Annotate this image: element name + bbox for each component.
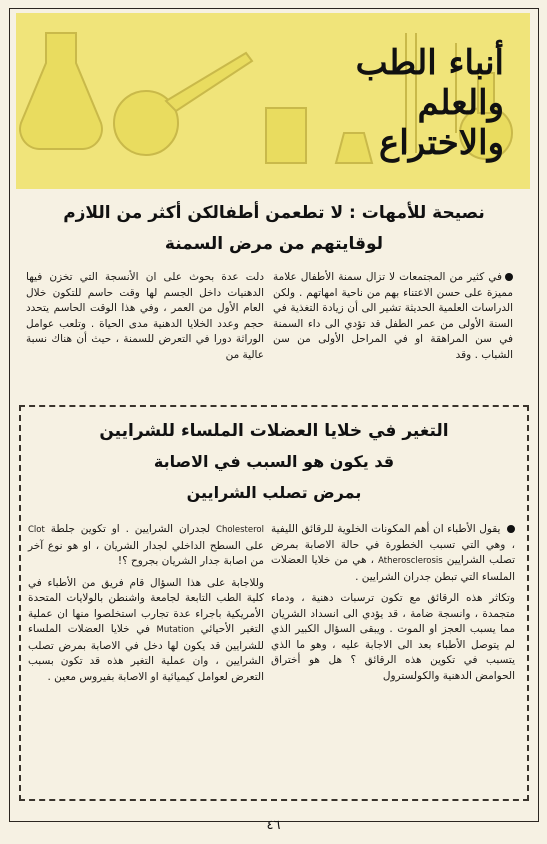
article1-subheadline: لوقايتهم من مرض السمنة (164, 234, 384, 254)
article2-left-p1b: على السطح الداخلي لجدار الشريان ، او هو نوع آخر من اصابة جدار الشريان بجروح ؟! (28, 539, 264, 567)
article1-headline: نصيحة للأمهات : لا تطعمن أطفالكن أكثر من اللازم (63, 203, 485, 223)
article2-subheadline-1: قد يكون هو السبب في الاصابة (153, 452, 395, 471)
article1-column-right (273, 270, 513, 369)
section-title (144, 43, 504, 163)
page-number: ٤٦ (266, 818, 281, 833)
bullet-dot-icon (507, 525, 515, 533)
section-title-line2: والعلم (417, 83, 504, 123)
article2-right-p2: وتكاثر هذه الرقائق مع تكون ترسبات دهنية ، ودماء متجمدة ، وانسجة ضامة ، قد يؤدي الى انسداد الشريان مما يسبب العجز او الموت . ويبقى السؤال الكبير الذي لم يتوصل الأطباء بعد الى الاجابة عليه ، وهو ما الذي يتسبب في تكوين هذه الرقائق ؟ هل هو أختراق الحوامض الدهنية والكولسترول (271, 592, 515, 682)
article2-right-p1b: ، هي من خلايا العضلات الملساء التي تبطن جدران الشرايين . (271, 554, 515, 583)
section-title-line1: أنباء الطب (355, 43, 504, 83)
article2-left-p2a: وللاجابة على هذا السؤال قام فريق من الأطباء في كلية الطب التابعة لجامعة واشنطن بالولايات المتحدة الأمريكية باجراء عدة تجارب استخلصوا منها ان عملية التغير الأحيائي (28, 576, 264, 635)
article2-headline: التغير في خلايا العضلات الملساء للشرايين (99, 421, 449, 441)
article2-column-right (271, 522, 515, 690)
bullet-dot-icon (505, 273, 513, 281)
article1-column-left (26, 270, 264, 369)
flask-icon (20, 33, 102, 149)
section-banner (16, 13, 530, 189)
article2-column-left (28, 522, 264, 691)
article2-right-p1a: يقول الأطباء ان أهم المكونات الخلوية للرقائق الليفية ، وهي التي تسبب الخطورة في حالة الاصابة بمرض تصلب الشرايين (271, 523, 515, 566)
article2-left-p1a: لجدران الشرايين . او تكوين جلطة (50, 523, 211, 535)
article2-left-p2b: في خلايا العضلات الملساء للشرايين قد يكون لها دخل في الاصابة بمرض تصلب الشرايين ، وان عملية التغير هذه قد تكون بسبب التعرض لعوامل كيميائية او الاصابة بفيروس معين . (28, 623, 264, 683)
term-clot: Clot (28, 525, 45, 535)
article2-subheadline-2: بمرض تصلب الشرايين (186, 483, 362, 502)
term-atherosclerosis: Atherosclerosis (378, 556, 443, 566)
article1-text-right: في كثير من المجتمعات لا تزال سمنة الأطفال علامة مميزة على حسن الاعتناء بهم من ناحية امهاتهم . ولكن الدراسات العلمية الحديثة تشير الى أن زيادة التغذية في السنة الأولى من عمر الطفل قد تؤدي الى داء السمنة في سن المراهقة او في المراحل الأولى من سن الشباب . وقد (273, 271, 513, 361)
section-title-line3: والاختراع (378, 123, 504, 163)
term-mutation: Mutation (156, 625, 195, 635)
term-cholesterol: Cholesterol (216, 525, 264, 535)
article1-text-left: دلت عدة بحوث على ان الأنسجة التي تخزن فيها الدهنيات داخل الجسم لها وقت حاسم للتكون خلال العام الأول من العمر ، وفي هذا الوقت الحاسم يتحدد حجم وعدد الخلايا الدهنية مدى الحياة . وتلعب عوامل الوراثة دورا في التعرض للسمنة ، حيث أن هناك نسبة عالية من (26, 271, 264, 361)
